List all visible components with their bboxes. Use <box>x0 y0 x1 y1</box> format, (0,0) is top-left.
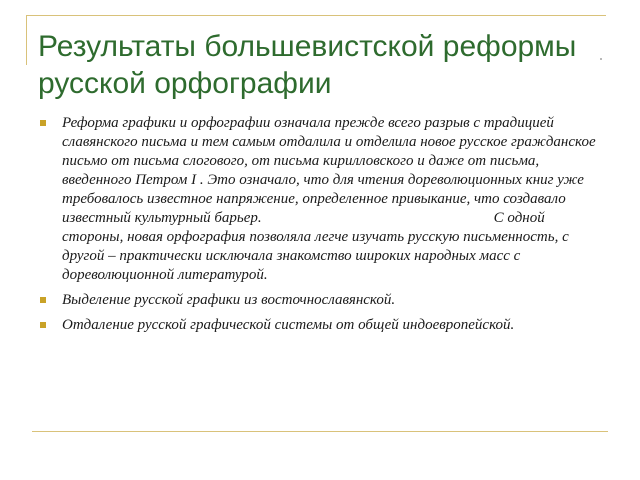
frame-top-line <box>26 15 606 16</box>
bullet-text: Выделение русской графики из восточнославянской. <box>62 292 396 308</box>
bullet-text: Отдаление русской графической системы от общей индоевропейской. <box>62 317 515 333</box>
frame-bottom-line <box>32 431 608 432</box>
bullet-text-main: Реформа графики и орфографии означала прежде всего разрыв с традицией славянского письма и тем самым отдалила и отделила новое русское гражданское письмо от письма слогового, от письма кирилловского и даже от письма, введенного Петром I . Это означало, что для чтения дореволюционных книг уже требовалось известное напряжение, определенное привыкание, что создавало известный культурный барьер. <box>62 115 596 226</box>
bullet-item-distancing <box>38 316 598 335</box>
frame-left-line <box>26 15 27 65</box>
bullet-item-separation <box>38 291 598 310</box>
square-bullet-icon <box>40 297 46 303</box>
bullet-text-continuation: С одной стороны, новая орфография позволяла легче изучать русскую письменность, с другой – практически исключала знакомство широких народных масс с дореволюционной литературой. <box>62 210 569 283</box>
square-bullet-icon <box>40 322 46 328</box>
slide-title: Результаты большевистской реформы русской орфографии <box>38 30 577 100</box>
bullet-list <box>38 114 598 341</box>
square-bullet-icon <box>40 120 46 126</box>
bullet-item-reform <box>38 114 598 285</box>
